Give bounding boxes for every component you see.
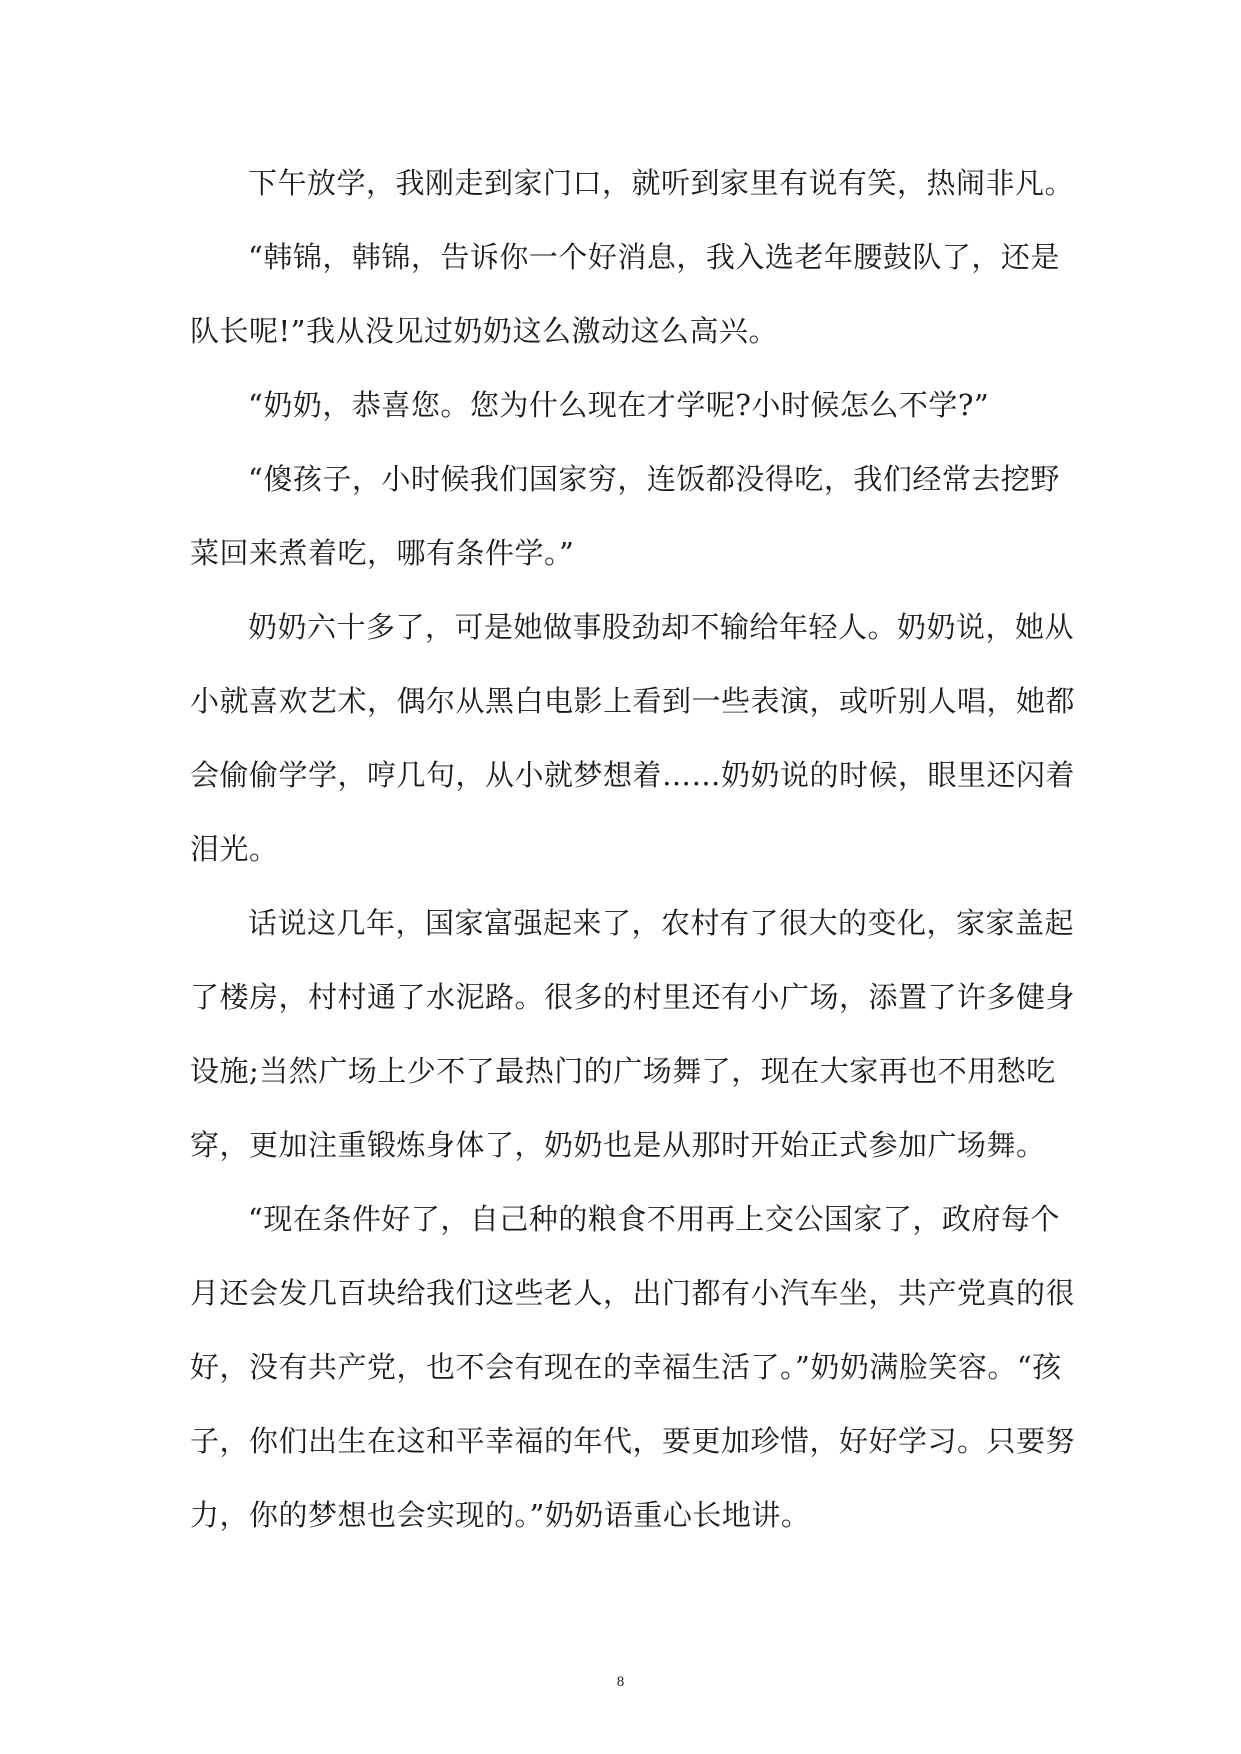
text-line: “傻孩子，小时候我们国家穷，连饭都没得吃，我们经常去挖野 [248, 462, 1060, 496]
text-line: 月还会发几百块给我们这些老人，出门都有小汽车坐，共产党真的很 [190, 1276, 1076, 1310]
text-line: 好，没有共产党，也不会有现在的幸福生活了。”奶奶满脸笑容。“孩 [190, 1350, 1062, 1384]
text-line: 设施;当然广场上少不了最热门的广场舞了，现在大家再也不用愁吃 [190, 1054, 1056, 1088]
page-number: 8 [616, 1674, 625, 1690]
text-line: 力，你的梦想也会实现的。”奶奶语重心长地讲。 [190, 1498, 811, 1532]
text-line: 会偷偷学学，哼几句，从小就梦想着……奶奶说的时候，眼里还闪着 [190, 758, 1076, 792]
text-line: 奶奶六十多了，可是她做事股劲却不输给年轻人。奶奶说，她从 [248, 610, 1075, 644]
text-line: 话说这几年，国家富强起来了，农村有了很大的变化，家家盖起 [248, 906, 1075, 940]
body-text [190, 146, 1076, 1552]
text-line: 队长呢!”我从没见过奶奶这么激动这么高兴。 [190, 314, 778, 348]
text-line: 下午放学，我刚走到家门口，就听到家里有说有笑，热闹非凡。 [248, 166, 1075, 200]
text-line: 小就喜欢艺术，偶尔从黑白电影上看到一些表演，或听别人唱，她都 [190, 684, 1076, 718]
text-line: 菜回来煮着吃，哪有条件学。” [190, 536, 575, 570]
text-line: “现在条件好了，自己种的粮食不用再上交公国家了，政府每个 [248, 1202, 1060, 1236]
text-line: 穿，更加注重锻炼身体了，奶奶也是从那时开始正式参加广场舞。 [190, 1128, 1046, 1162]
text-line: 子，你们出生在这和平幸福的年代，要更加珍惜，好好学习。只要努 [190, 1424, 1076, 1458]
text-line: “奶奶，恭喜您。您为什么现在才学呢?小时候怎么不学?” [248, 388, 990, 422]
text-line: “韩锦，韩锦，告诉你一个好消息，我入选老年腰鼓队了，还是 [248, 240, 1060, 274]
text-line: 泪光。 [190, 832, 279, 866]
text-line: 了楼房，村村通了水泥路。很多的村里还有小广场，添置了许多健身 [190, 980, 1076, 1014]
